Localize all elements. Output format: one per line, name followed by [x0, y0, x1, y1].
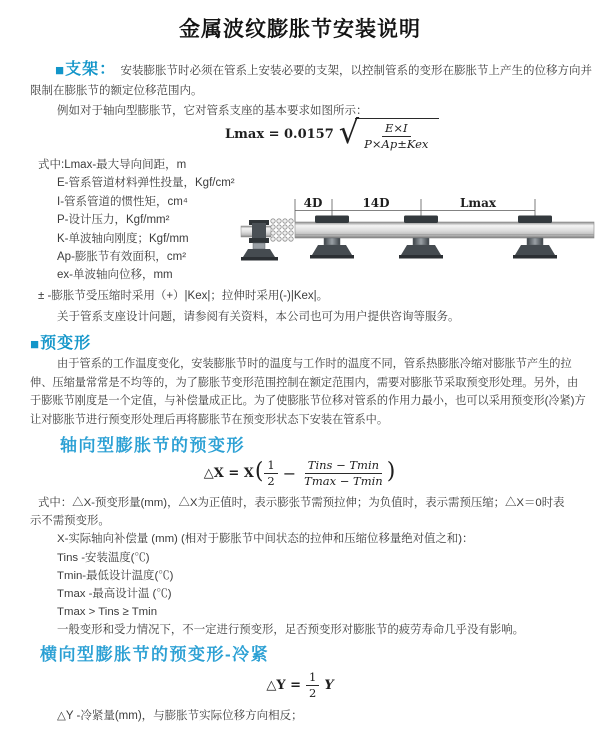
note-line: 示不需预变形。 — [30, 515, 110, 528]
lateral-formula-rhs: Y — [324, 677, 334, 693]
support-intro-text: 安装膨胀节时必须在管系上安装必要的支架，以控制管系的变形在膨胀节上产生的位移方向并 — [120, 65, 593, 77]
note-line: Tmax -最高设计温 (℃) — [57, 588, 172, 601]
axial-notes — [30, 494, 565, 640]
dim-label-4d: 4D — [303, 196, 323, 210]
axial-formula — [0, 458, 600, 489]
half-denominator: 2 — [267, 473, 275, 488]
note-line: Tins -安装温度(℃) — [57, 551, 150, 564]
support-intro-line1 — [55, 56, 592, 79]
plusminus-note: ± -膨胀节受压缩时采用（+）|Kex|；拉伸时采用(-)|Kex|。 — [38, 290, 329, 302]
right-paren: ) — [386, 459, 396, 485]
consult-note: 关于管系支座设计问题，请参阅有关资料，本公司也可为用户提供咨询等服务。 — [57, 311, 460, 323]
dim-label-14d: 14D — [362, 196, 390, 210]
definition-line: 式中:Lmax-最大导向间距，m — [38, 159, 187, 171]
axial-formula-lhs: △X = X — [203, 465, 254, 481]
lmax-formula — [225, 113, 439, 152]
radical-icon: √ — [338, 113, 360, 152]
paragraph-line: 伸、压缩量常常是不均等的，为了膨胀节变形范围控制在额定范围内，需要对膨胀节采取预变形处理。另外，由 — [30, 376, 579, 389]
note-line: Tmax > Tins ≥ Tmin — [57, 606, 158, 619]
definition-line: I-管系管道的惯性矩，cm⁴ — [57, 195, 188, 208]
lateral-subheading: 横向型膨胀节的预变形-冷紧 — [40, 645, 270, 664]
half-numerator: 1 — [264, 458, 277, 474]
pipe — [295, 222, 594, 238]
symbol-definitions — [38, 156, 235, 285]
support-intro-line2: 限制在膨胀节的额定位移范围内。 — [30, 85, 203, 97]
axial-subheading: 轴向型膨胀节的预变形 — [60, 436, 245, 455]
support-section-heading: 支架： — [65, 61, 117, 78]
paragraph-line: 于膨账节刚度是一个定值，与补偿量成正比。为了使膨胀节位移对管系的作用力最小，也可以采用预变形(冷紧)方 — [30, 395, 586, 408]
paragraph-line: 让对膨胀节进行预变形处理后再将膨胀节在预变形状态下安装在管系中。 — [30, 414, 389, 427]
predeform-paragraph — [30, 355, 586, 430]
lmax-formula-numerator: E×I — [382, 121, 411, 137]
definition-line: Ap-膨胀节有效面积，cm² — [57, 251, 187, 264]
axial-formula-numerator: Tins − Tmin — [305, 458, 382, 474]
lmax-formula-denominator: P×Ap±Kex — [364, 136, 429, 151]
section-bullet-icon: ■ — [30, 336, 40, 353]
page-title: 金属波纹膨胀节安装说明 — [179, 18, 421, 41]
pipe-support-diagram — [240, 192, 596, 287]
lateral-note: △Y -冷紧量(mm)，与膨胀节实际位移方向相反； — [57, 710, 303, 722]
note-line: X-实际轴向补偿量 (mm) (相对于膨胀节中间状态的拉伸和压缩位移量绝对值之和)： — [57, 533, 474, 546]
support-example-line: 例如对于轴向型膨胀节，它对管系支座的基本要求如图所示： — [57, 105, 368, 117]
section-bullet-icon: ■ — [55, 62, 65, 79]
lateral-formula-lhs: △Y = — [266, 677, 302, 693]
bellows-icon — [271, 219, 293, 241]
definition-line: P-设计压力，Kgf/mm² — [57, 214, 170, 227]
half-denominator: 2 — [309, 685, 317, 700]
axial-formula-denominator: Tmax − Tmin — [304, 473, 383, 488]
definition-line: ex-单波轴向位移，mm — [57, 269, 173, 282]
minus-sign: − — [282, 463, 297, 483]
definition-line: K-单波轴向刚度；Kgf/mm — [57, 232, 189, 245]
predeform-section-heading: ■预变形 — [30, 335, 92, 353]
lateral-formula — [0, 670, 600, 701]
dim-label-lmax: Lmax — [459, 196, 497, 210]
note-line: Tmin-最低设计温度(℃) — [57, 569, 174, 582]
definition-line: E-管系管道材料弹性投量，Kgf/cm² — [57, 177, 235, 190]
left-paren: ( — [254, 459, 264, 485]
paragraph-line: 由于管系的工作温度变化，安装膨胀节时的温度与工作时的温度不同，管系热膨胀冷缩对膨胀节产生的拉 — [57, 358, 572, 370]
note-line: 式中：△X-预变形量(mm)，△X为正值时，表示膨张节需预拉伸；为负值时，表示需预压缩；△X＝0时表 — [38, 497, 565, 509]
lmax-formula-lhs: Lmax = 0.0157 — [225, 127, 334, 143]
half-numerator: 1 — [306, 670, 319, 686]
note-line: 一般变形和受力情况下，不一定进行预变形，足否预变形对膨胀节的疲劳寿命几乎没有影响。 — [57, 624, 525, 637]
